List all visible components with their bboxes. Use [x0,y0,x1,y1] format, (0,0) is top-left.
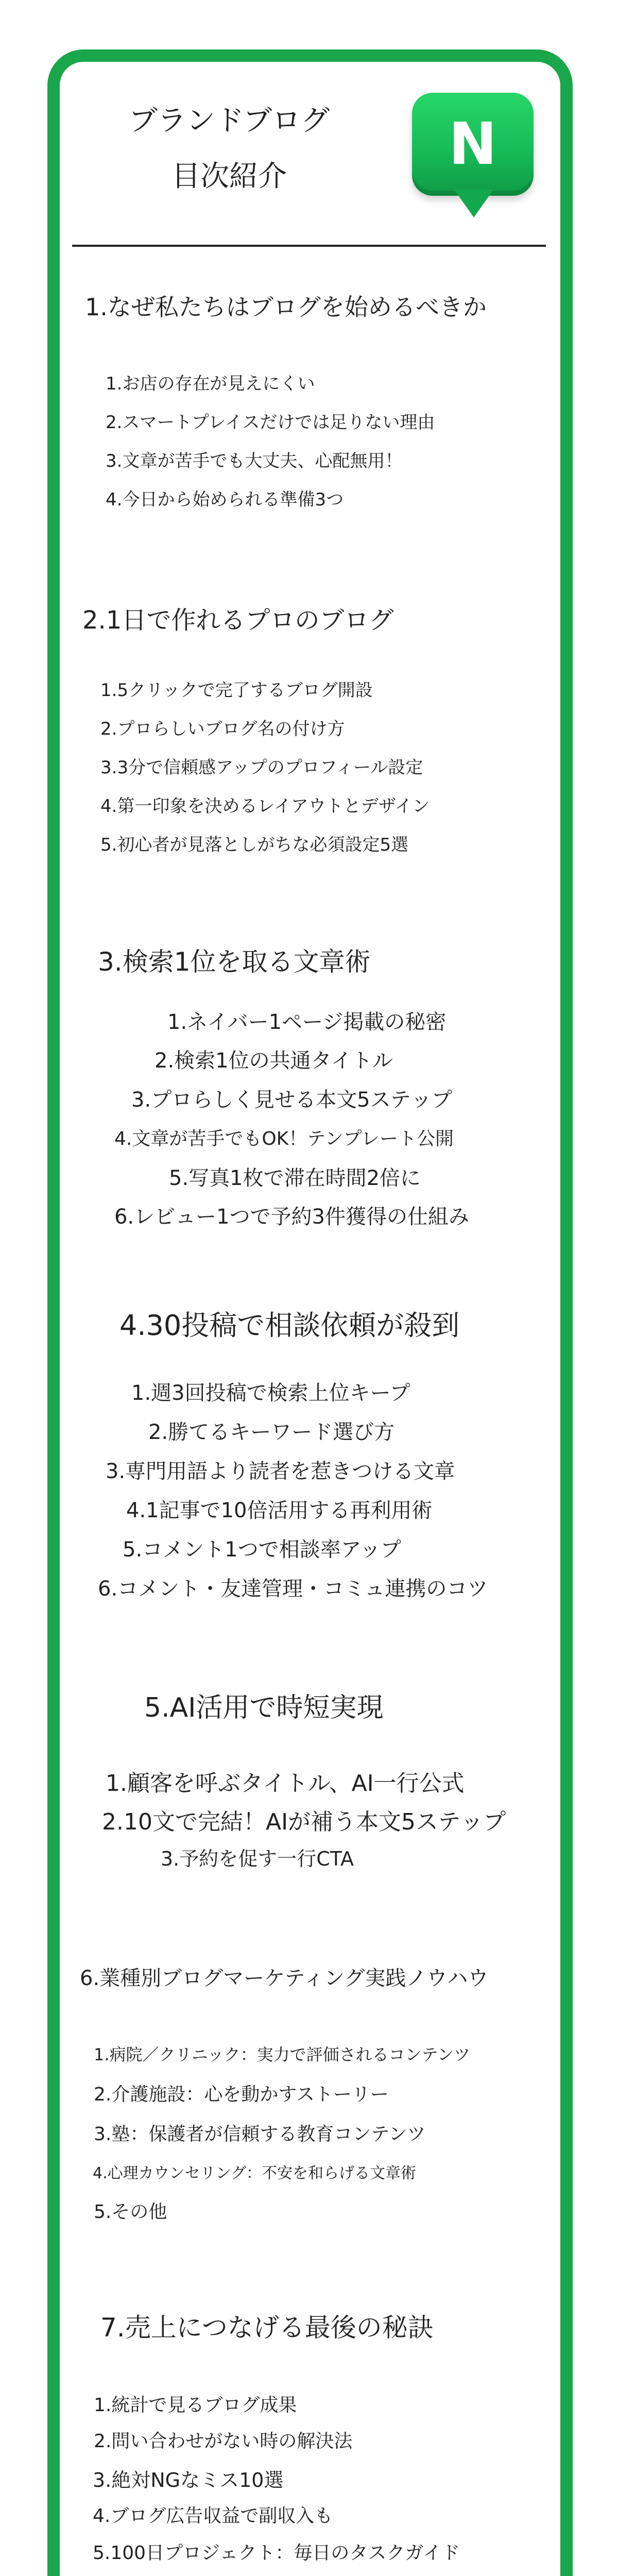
section-title-3: 3.検索1位を取る文章術 [98,947,371,977]
section-4-item: 5.コメント1つで相談率アップ [123,1538,401,1562]
section-7-item: 1.統計で見るブログ成果 [94,2395,297,2416]
section-4-item: 6.コメント・友達管理・コミュ連携のコツ [98,1577,488,1601]
section-3-item: 3.プロらしく見せる本文5ステップ [131,1088,452,1112]
section-5-item: 2.10文で完結！AIが補う本文5ステップ [102,1809,506,1835]
section-4-item: 4.1記事で10倍活用する再利用術 [126,1499,433,1522]
section-2-item: 3.3分で信頼感アップのプロフィール設定 [100,757,423,778]
section-title-6: 6.業種別ブログマーケティング実践ノウハウ [80,1967,489,1990]
section-6-item: 2.介護施設：心を動かすストーリー [94,2084,389,2105]
section-6-item: 1.病院／クリニック：実力で評価されるコンテンツ [94,2045,471,2064]
section-3-item: 4.文章が苦手でもOK！テンプレート公開 [114,1128,454,1149]
section-6-item: 5.その他 [94,2201,167,2223]
section-5-item: 1.顧客を呼ぶタイトル、AI一行公式 [106,1770,465,1797]
section-4-item: 2.勝てるキーワード選び方 [148,1420,395,1444]
section-title-1: 1.なぜ私たちはブログを始めるべきか [85,293,487,321]
section-7-item: 3.絶対NGなミス10選 [93,2469,284,2492]
section-3-item: 5.写真1枚で滞在時間2倍に [169,1166,421,1190]
section-6-item: 3.塾：保護者が信頼する教育コンテンツ [94,2124,426,2145]
logo-letter: N [449,111,497,178]
section-title-5: 5.AI活用で時短実現 [144,1692,384,1723]
section-2-item: 2.プロらしいブログ名の付け方 [100,719,345,739]
page-title: ブランドブログ [128,104,330,138]
section-6-item: 4.心理カウンセリング：不安を和らげる文章術 [93,2164,417,2182]
section-title-4: 4.30投稿で相談依頼が殺到 [119,1309,460,1342]
section-title-2: 2.1日で作れるプロのブログ [82,606,394,635]
section-1-item: 3.文章が苦手でも大丈夫、心配無用！ [106,451,403,471]
section-1-item: 4.今日から始められる準備3つ [106,489,344,510]
title-divider [72,245,546,247]
section-2-item: 5.初心者が見落としがちな必須設定5選 [100,835,409,855]
section-4-item: 1.週3回投稿で検索上位キープ [131,1381,410,1405]
section-2-item: 1.5クリックで完了するブログ開設 [100,680,373,701]
section-title-7: 7.売上につなげる最後の秘訣 [100,2313,434,2343]
page-subtitle: 目次紹介 [171,160,287,193]
section-3-item: 6.レビュー1つで予約3件獲得の仕組み [114,1205,470,1229]
section-3-item: 2.検索1位の共通タイトル [154,1049,393,1073]
section-7-item: 5.100日プロジェクト：毎日のタスクガイド [93,2543,460,2564]
section-7-item: 2.問い合わせがない時の解決法 [94,2431,353,2452]
section-1-item: 1.お店の存在が見えにくい [106,374,315,394]
section-4-item: 3.専門用語より読者を惹きつける文章 [106,1460,455,1483]
section-5-item: 3.予約を促す一行CTA [161,1848,354,1870]
section-2-item: 4.第一印象を決めるレイアウトとデザイン [100,796,430,817]
section-1-item: 2.スマートプレイスだけでは足りない理由 [106,412,435,433]
speech-bubble-tail [454,190,493,217]
section-3-item: 1.ネイバー1ページ掲載の秘密 [167,1010,447,1034]
section-7-item: 4.ブログ広告収益で副収入も [93,2505,333,2527]
